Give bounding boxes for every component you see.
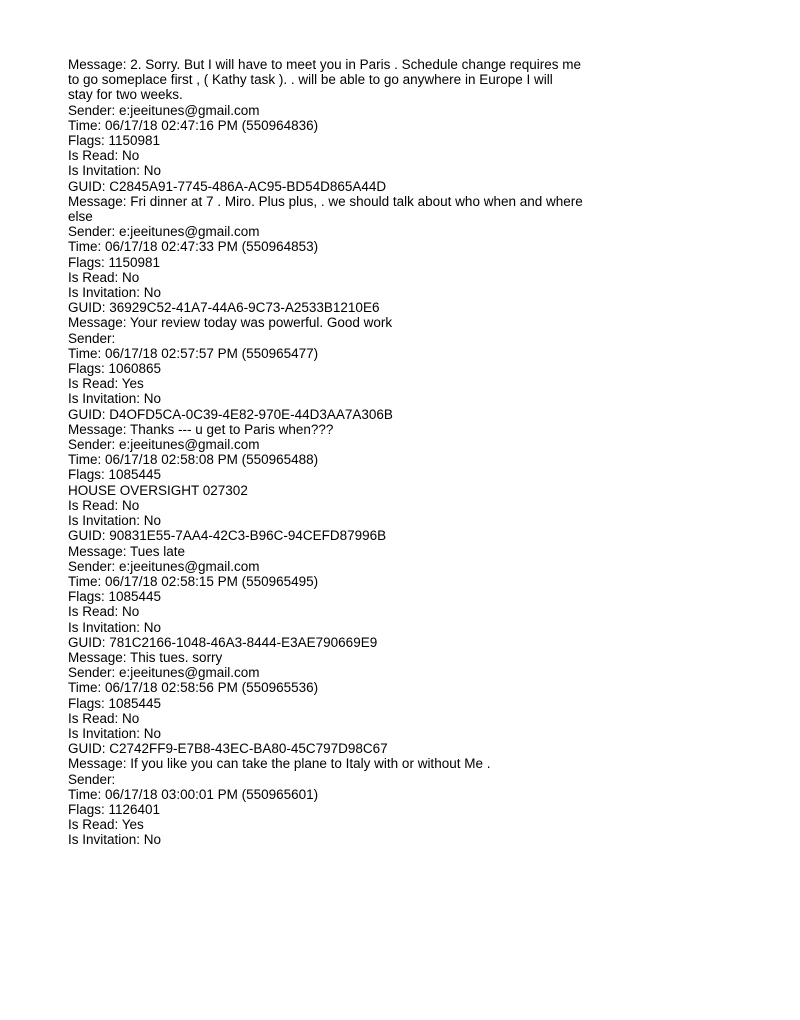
is-read-line: Is Read: No <box>68 269 140 285</box>
time-line: Time: 06/17/18 02:58:15 PM (550965495) <box>68 573 319 589</box>
is-invitation-line: Is Invitation: No <box>68 285 162 301</box>
guid-line: GUID: 36929C52-41A7-44A6-9C73-A2533B1210E6 <box>68 300 380 316</box>
guid-line: GUID: 90831E55-7AA4-42C3-B96C-94CEFD87996B <box>68 528 387 544</box>
is-read-line: Is Read: No <box>68 604 140 620</box>
is-read-line: Is Read: Yes <box>68 376 144 392</box>
is-read-line: Is Read: No <box>68 710 140 726</box>
sender-line: Sender: e:jeeitunes@gmail.com <box>68 224 260 240</box>
sender-line: Sender: e:jeeitunes@gmail.com <box>68 558 260 574</box>
is-read-line: Is Read: Yes <box>68 817 144 833</box>
flags-line: Flags: 1085445 <box>68 467 162 483</box>
message-text-line: else <box>68 209 93 225</box>
sender-line: Sender: e:jeeitunes@gmail.com <box>68 665 260 681</box>
bates-stamp: HOUSE OVERSIGHT 027302 <box>68 482 248 498</box>
time-line: Time: 06/17/18 02:58:56 PM (550965536) <box>68 680 319 696</box>
time-line: Time: 06/17/18 03:00:01 PM (550965601) <box>68 786 319 802</box>
time-line: Time: 06/17/18 02:47:16 PM (550964836) <box>68 117 319 133</box>
guid-line: GUID: C2845A91-7745-486A-AC95-BD54D865A44D <box>68 178 387 194</box>
sender-line: Sender: e:jeeitunes@gmail.com <box>68 102 260 118</box>
flags-line: Flags: 1150981 <box>68 133 161 149</box>
is-invitation-line: Is Invitation: No <box>68 391 162 407</box>
sender-line: Sender: e:jeeitunes@gmail.com <box>68 437 260 453</box>
message-log-document <box>68 57 668 848</box>
guid-line: GUID: D4OFD5CA-0C39-4E82-970E-44D3AA7A306B <box>68 406 393 422</box>
time-line: Time: 06/17/18 02:57:57 PM (550965477) <box>68 345 319 361</box>
is-read-line: Is Read: No <box>68 497 140 513</box>
message-text-line: Message: Your review today was powerful. Good work <box>68 315 393 331</box>
time-line: Time: 06/17/18 02:58:08 PM (550965488) <box>68 452 319 468</box>
message-text-line: Message: If you like you can take the plane to Italy with or without Me . <box>68 756 491 772</box>
message-text-line: to go someplace first , ( Kathy task ). . will be able to go anywhere in Europe I will <box>68 72 553 88</box>
message-text-line: Message: 2. Sorry. But I will have to meet you in Paris . Schedule change requires me <box>68 57 581 72</box>
sender-line: Sender: <box>68 771 116 787</box>
is-invitation-line: Is Invitation: No <box>68 619 162 635</box>
guid-line: GUID: C2742FF9-E7B8-43EC-BA80-45C797D98C67 <box>68 741 388 757</box>
sender-line: Sender: <box>68 330 116 346</box>
flags-line: Flags: 1150981 <box>68 254 161 270</box>
is-invitation-line: Is Invitation: No <box>68 513 162 529</box>
is-invitation-line: Is Invitation: No <box>68 163 162 179</box>
is-invitation-line: Is Invitation: No <box>68 832 162 848</box>
flags-line: Flags: 1085445 <box>68 589 162 605</box>
message-text-line: Message: Tues late <box>68 543 186 559</box>
message-text-line: Message: This tues. sorry <box>68 649 223 665</box>
flags-line: Flags: 1085445 <box>68 695 162 711</box>
is-invitation-line: Is Invitation: No <box>68 725 162 741</box>
flags-line: Flags: 1060865 <box>68 361 162 377</box>
is-read-line: Is Read: No <box>68 148 140 164</box>
flags-line: Flags: 1126401 <box>68 801 161 817</box>
message-text-line: stay for two weeks. <box>68 87 183 103</box>
guid-line: GUID: 781C2166-1048-46A3-8444-E3AE790669E9 <box>68 634 378 650</box>
time-line: Time: 06/17/18 02:47:33 PM (550964853) <box>68 239 319 255</box>
message-text-line: Message: Fri dinner at 7 . Miro. Plus plus, . we should talk about who when and where <box>68 193 583 209</box>
message-text-line: Message: Thanks --- u get to Paris when??? <box>68 421 334 437</box>
